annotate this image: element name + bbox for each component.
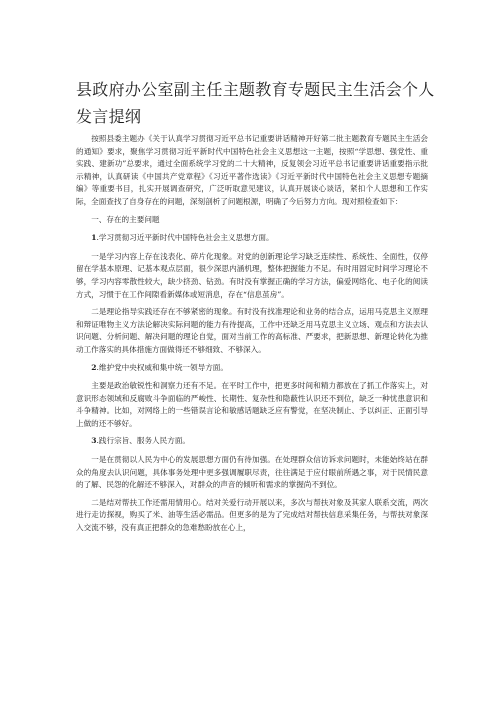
document-title [76, 76, 436, 130]
body-paragraph: 二是结对帮扶工作还需用情用心。结对关爱行动开展以来，多次与帮扶对象及其家人联系交流，两次进行走访探视，购买了米、油等生活必需品。但更多的是为了完成结对帮扶信息采集任务，与帮扶对象深入交流不够，没有真正把群众的急难愁盼放在心上， [76, 497, 428, 533]
body-paragraph: 一是学习内容上存在浅表化、碎片化现象。对党的创新理论学习缺乏连续性、系统性、全面性，仅停留在学基本原理、记基本观点层面，很少深思内涵机理，整体把握能力不足。有时用固定时间学习理论不够，学习内容零散性较大，缺少挤劲、钻劲。有时没有掌握正确的学习方法，偏爱网络化、电子化的阅读方式，习惯于在工作间隙看新媒体或短消息，存在“信息茧房”。 [76, 251, 428, 299]
title-line-2: 发言提纲 [76, 107, 142, 126]
subheading-number: 2 [91, 362, 97, 372]
subheading-1 [76, 232, 428, 245]
subheading-number: 3 [91, 436, 97, 446]
body-paragraph: 主要是政治敏锐性和洞察力还有不足。在平时工作中，把更多时间和精力都放在了抓工作落实上，对意识形态领域和反腐败斗争面临的严峻性、长期性、复杂性和隐蔽性认识还不到位，缺乏一种忧患意识和斗争精神。比如，对网络上的一些错误言论和敏感话题缺乏应有警觉，在坚决制止、予以纠正、正面引导上做的还不够好。 [76, 381, 428, 428]
subheading-2 [76, 362, 428, 375]
body-paragraph: 一是在贯彻以人民为中心的发展思想方面仍有待加强。在处理群众信访诉求问题时，未能始终站在群众的角度去认识问题，具体事务处理中更多强调履职尽责，往往满足于应付眼前所遇之事，对于民情民意的了解、民怨的化解还不够深入，对群众的声音的倾听和需求的掌握尚不到位。 [76, 455, 428, 490]
subheading-number: 1 [91, 233, 97, 243]
subheading-text: .践行宗旨、服务人民方面。 [96, 436, 191, 446]
subheading-text: .学习贯彻习近平新时代中国特色社会主义思想方面。 [96, 233, 274, 243]
title-line-1: 县政府办公室副主任主题教育专题民主生活会个人 [76, 80, 435, 99]
document-body [76, 133, 428, 540]
body-paragraph: 二是理论指导实践还存在不够紧密的现象。有时没有找准理论和业务的结合点，运用马克思主义原理和辩证唯物主义方法论解决实际问题的能力有待提高，工作中还缺乏用马克思主义立场、观点和方法去认识问题、分析问题、解决问题的理论自觉，面对当前工作的高标准、严要求，把新思想、新理论转化为推动工作落实的具体措施方面做得还不够细致、不够深入。 [76, 307, 428, 354]
subheading-3 [76, 435, 428, 448]
section-heading-problems: 一、存在的主要问题 [91, 214, 160, 224]
intro-paragraph: 按照县委主题办《关于认真学习贯彻习近平总书记重要讲话精神开好第二批主题教育专题民主生活会的通知》要求，聚焦学习贯彻习近平新时代中国特色社会主义思想这一主题，按照“学思想、强党性、重实践、建新功”总要求，通过全面系统学习党的二十大精神，反复领会习近平总书记重要讲话重要指示批示精神，认真研读《中国共产党章程》《习近平著作选读》《习近平新时代中国特色社会主义思想专题摘编》等重要书目，扎实开展调查研究，广泛听取意见建议，认真开展谈心谈话，紧扣个人思想和工作实际，全面查找了自身存在的问题，深刻剖析了问题根源，明确了今后努力方向。现对照检查如下： [76, 134, 428, 206]
subheading-text: .维护党中央权威和集中统一领导方面。 [96, 362, 228, 372]
